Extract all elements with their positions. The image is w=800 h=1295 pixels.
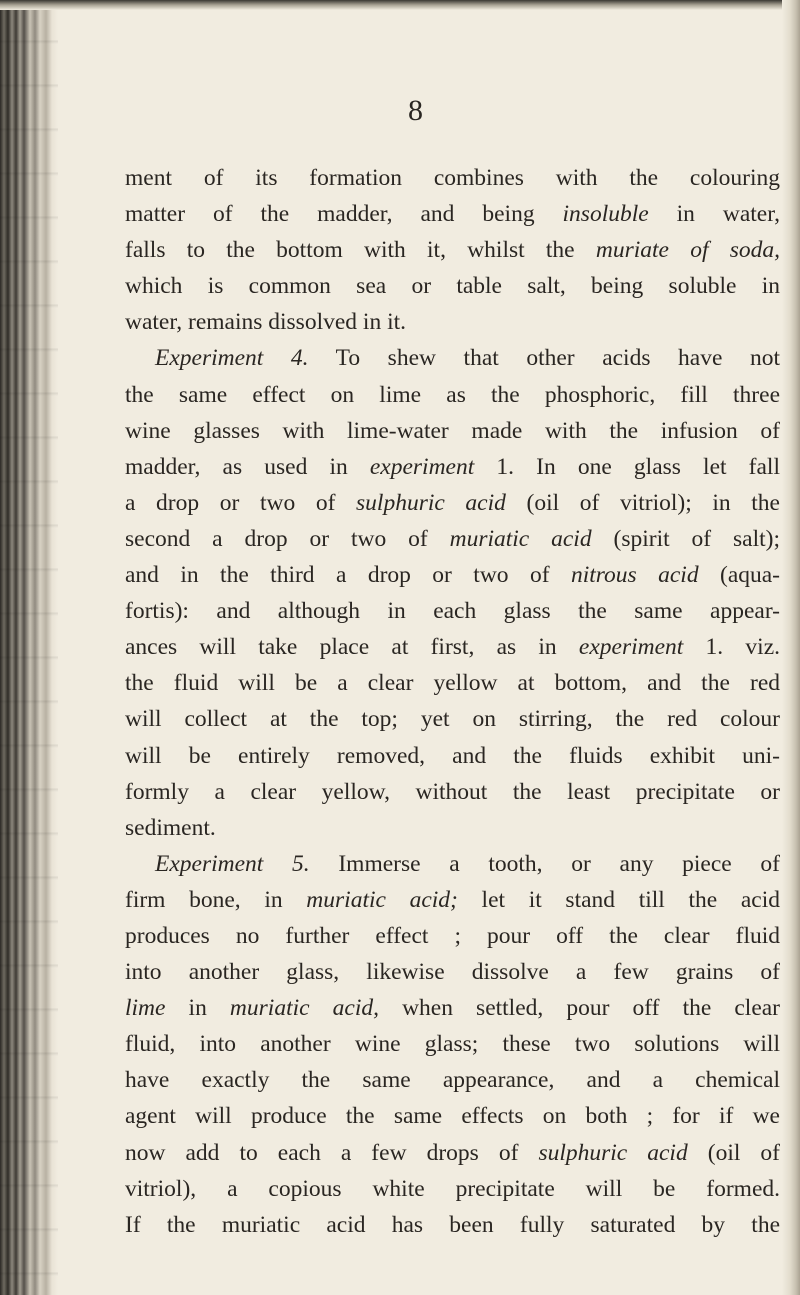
text-run: If the muriatic acid has been fully saturated by the [125, 1211, 780, 1238]
text-run: and in the third a drop or two of [125, 562, 571, 589]
italic-text: muriate of soda, [595, 237, 780, 264]
text-line [125, 232, 780, 268]
text-run: sediment. [125, 814, 216, 841]
text-run: will collect at the top; yet on stirring, the red colour [125, 706, 780, 733]
italic-text: lime [125, 995, 166, 1022]
text-line [125, 485, 780, 521]
text-run: To shew that other acids have not [308, 345, 780, 372]
text-line [125, 1207, 780, 1243]
text-run: 1. viz. [683, 634, 780, 661]
page-top-edge [0, 0, 800, 10]
text-run: will be entirely removed, and the fluids exhibit uni- [125, 742, 780, 769]
text-run: Immerse a tooth, or any piece of [309, 850, 780, 877]
text-line [125, 738, 780, 774]
italic-text: experiment [578, 634, 684, 661]
body-text [125, 160, 780, 1243]
text-run: the same effect on lime as the phosphoric, fill three [125, 381, 780, 408]
text-run: 1. In one glass let fall [474, 453, 780, 480]
text-run: (aqua- [698, 562, 781, 589]
text-run: fortis): and although in each glass the same appear- [125, 598, 780, 625]
text-line [125, 701, 780, 737]
text-line [125, 1026, 780, 1062]
text-run: the fluid will be a clear yellow at bottom, and the red [125, 670, 780, 697]
text-line [125, 1171, 780, 1207]
text-run: into another glass, likewise dissolve a few grains of [125, 959, 780, 986]
text-line [125, 665, 780, 701]
text-line [125, 413, 780, 449]
text-run: madder, as used in [125, 453, 370, 480]
text-line [125, 449, 780, 485]
text-line [125, 521, 780, 557]
text-line [125, 1098, 780, 1134]
text-run: water, remains dissolved in it. [125, 309, 407, 336]
italic-text: Experiment 5. [155, 850, 310, 877]
text-run: produces no further effect ; pour off the clear fluid [125, 922, 780, 949]
text-run: in water, [648, 201, 780, 228]
text-line [125, 268, 780, 304]
text-line [125, 196, 780, 232]
italic-text: muriatic acid, [229, 995, 379, 1022]
text-line [125, 1135, 780, 1171]
text-line [125, 304, 780, 340]
text-run: second a drop or two of [125, 525, 450, 552]
text-line [125, 340, 780, 376]
text-line [125, 377, 780, 413]
text-run: now add to each a few drops of [125, 1139, 539, 1166]
text-line [125, 1062, 780, 1098]
text-run: have exactly the same appearance, and a chemical [125, 1067, 780, 1094]
binding-texture [0, 0, 58, 1295]
text-run: (oil of vitriol); in the [505, 489, 780, 516]
italic-text: experiment [369, 453, 475, 480]
text-line [125, 557, 780, 593]
text-run: fluid, into another wine glass; these two solutions will [125, 1031, 780, 1058]
text-run: formly a clear yellow, without the least precipitate or [125, 778, 780, 805]
text-line [125, 990, 780, 1026]
text-line [125, 593, 780, 629]
text-run: in [165, 995, 230, 1022]
text-run: matter of the madder, and being [125, 201, 563, 228]
page-right-edge [782, 0, 800, 1295]
text-run: vitriol), a copious white precipitate will be formed. [125, 1175, 780, 1202]
text-run: (spirit of salt); [591, 525, 781, 552]
italic-text: muriatic acid [449, 525, 592, 552]
text-line [125, 160, 780, 196]
text-run: which is common sea or table salt, being soluble in [125, 273, 780, 300]
text-line [125, 810, 780, 846]
text-run: falls to the bottom with it, whilst the [125, 237, 596, 264]
italic-text: insoluble [562, 201, 649, 228]
text-line [125, 882, 780, 918]
text-line [125, 918, 780, 954]
text-run: let it stand till the acid [457, 886, 781, 913]
text-run: (oil of [687, 1139, 780, 1166]
text-run: agent will produce the same effects on both ; for if we [125, 1103, 780, 1130]
text-run: a drop or two of [125, 489, 357, 516]
text-run: ances will take place at first, as in [125, 634, 579, 661]
italic-text: sulphuric acid [356, 489, 506, 516]
text-run: when settled, pour off the clear [378, 995, 781, 1022]
text-line [125, 774, 780, 810]
text-line [125, 846, 780, 882]
italic-text: Experiment 4. [155, 345, 309, 372]
text-line [125, 629, 780, 665]
italic-text: sulphuric acid [538, 1139, 688, 1166]
italic-text: muriatic acid; [306, 886, 458, 913]
text-run: wine glasses with lime-water made with the infusion of [125, 417, 780, 444]
text-run: firm bone, in [125, 886, 307, 913]
italic-text: nitrous acid [570, 562, 699, 589]
text-run: ment of its formation combines with the colouring [125, 165, 780, 191]
text-line [125, 954, 780, 990]
page-number: 8 [408, 94, 423, 127]
